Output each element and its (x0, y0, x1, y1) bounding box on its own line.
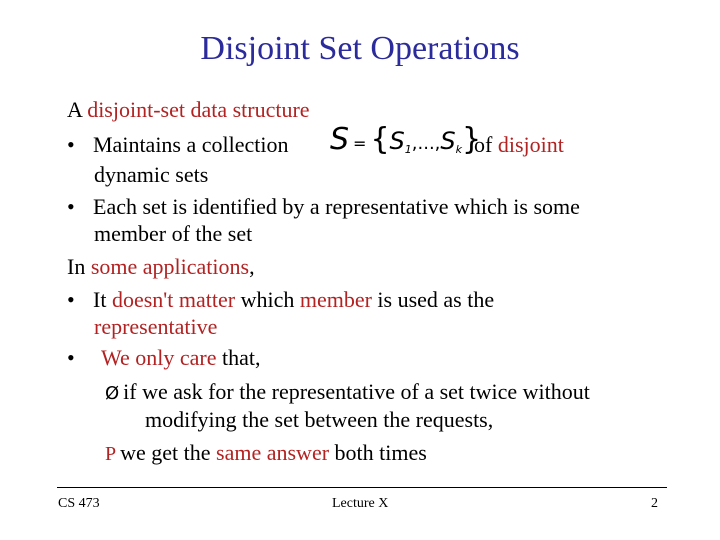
line-some-applications: In some applications, (67, 254, 255, 279)
footer-divider (57, 487, 667, 488)
footer-page-number: 2 (651, 496, 658, 511)
line-dynamic-sets: dynamic sets (94, 162, 209, 187)
line-modifying: modifying the set between the requests, (145, 407, 494, 432)
bullet-icon: • (67, 132, 75, 157)
term-disjoint: disjoint (497, 132, 564, 157)
set-formula: $S = \{S_1,...,S_k\}$ (330, 122, 482, 157)
bullet-icon: • (67, 194, 75, 219)
footer-course: CS 473 (58, 496, 100, 511)
term-disjoint-set-ds: disjoint-set data structure (87, 97, 310, 122)
arrow-bullet-icon: Ø (105, 383, 120, 404)
p-bullet-icon: P (105, 443, 117, 465)
of-disjoint: of disjoint (474, 132, 564, 157)
bullet-icon: • (67, 345, 75, 370)
line-intro: A disjoint-set data structure (67, 97, 310, 122)
line-representative: representative (94, 314, 218, 339)
sub-sub-bullet-same-answer: P we get the same answer both times (105, 440, 427, 465)
bullet-icon: • (67, 287, 75, 312)
bullet-identified: • Each set is identified by a representative which is some (67, 194, 580, 219)
bullet-doesnt-matter: • It doesn't matter which member is used as the (67, 287, 495, 312)
slide-title: Disjoint Set Operations (200, 30, 520, 67)
sub-bullet-ask-twice: Ø if we ask for the representative of a set twice without (105, 379, 590, 404)
footer-lecture: Lecture X (332, 496, 389, 511)
bullet-only-care: • We only care that, (67, 345, 261, 370)
line-member-of-set: member of the set (94, 221, 253, 246)
bullet-maintains: • Maintains a collection (67, 132, 289, 157)
